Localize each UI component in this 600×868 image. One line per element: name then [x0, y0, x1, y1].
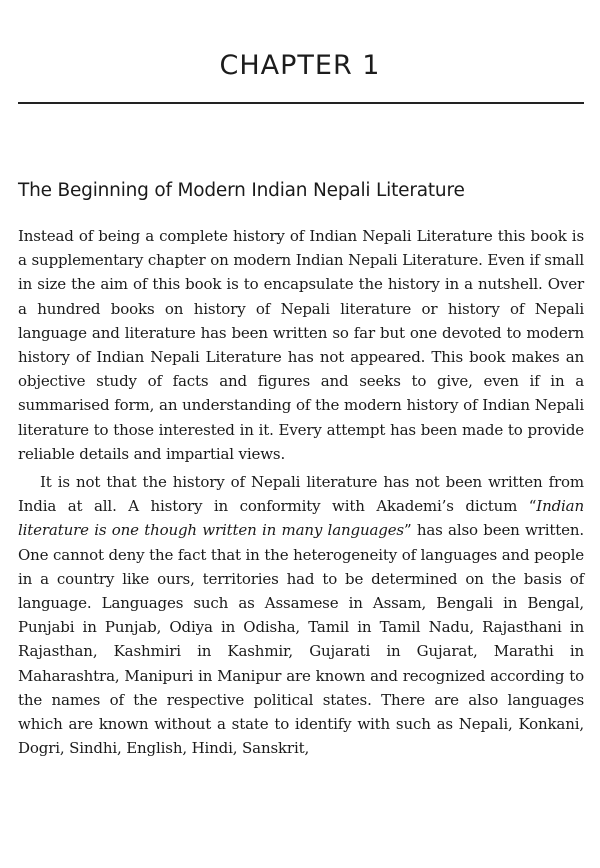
paragraph-1: Instead of being a complete history of Indian Nepali Literature this book is a supplementary chapter on modern Indian Nepali Literature. Even if small in size the aim of this book is to encapsulate the history in a nutshell. Over a hundred books on history of Nepali literature or history of Nepali language and literature has been written so far but one devoted to modern history of Indian Nepali Literature has not appeared. This book makes an objective study of facts and figures and seeks to give, even if in a summarised form, an understanding of the modern history of Indian Nepali literature to those interested in it. Every attempt has been made to provide reliable details and impartial views.: [18, 227, 584, 463]
chapter-title: CHAPTER 1: [219, 50, 381, 81]
section-heading: The Beginning of Modern Indian Nepali Literature: [18, 180, 465, 201]
paragraph-2: [18, 470, 584, 760]
chapter-divider: [18, 102, 584, 104]
paragraph-2-start: It is not that the history of Nepali literature has not been written from India at all. A history in conformity with Akademi’s dictum “: [18, 473, 584, 516]
body-text: [18, 224, 584, 760]
paragraph-2-end: ” has also been written. One cannot deny the fact that in the heterogeneity of languages and people in a country like ours, territories had to be determined on the basis of language. Languages such as Assamese in Assam, Bengali in Bengal, Punjabi in Punjab, Odiya in Odisha, Tamil in Tamil Nadu, Rajasthani in Rajasthan, Kashmiri in Kashmir, Gujarati in Gujarat, Marathi in Maharashtra, Manipuri in Manipur are known and recognized according to the names of the respective political states. There are also languages which are known without a state to identify with such as Nepali, Konkani, Dogri, Sindhi, English, Hindi, Sanskrit,: [18, 521, 584, 758]
akademi-dictum-quote: Indian literature is one though written in many languages: [18, 497, 584, 540]
